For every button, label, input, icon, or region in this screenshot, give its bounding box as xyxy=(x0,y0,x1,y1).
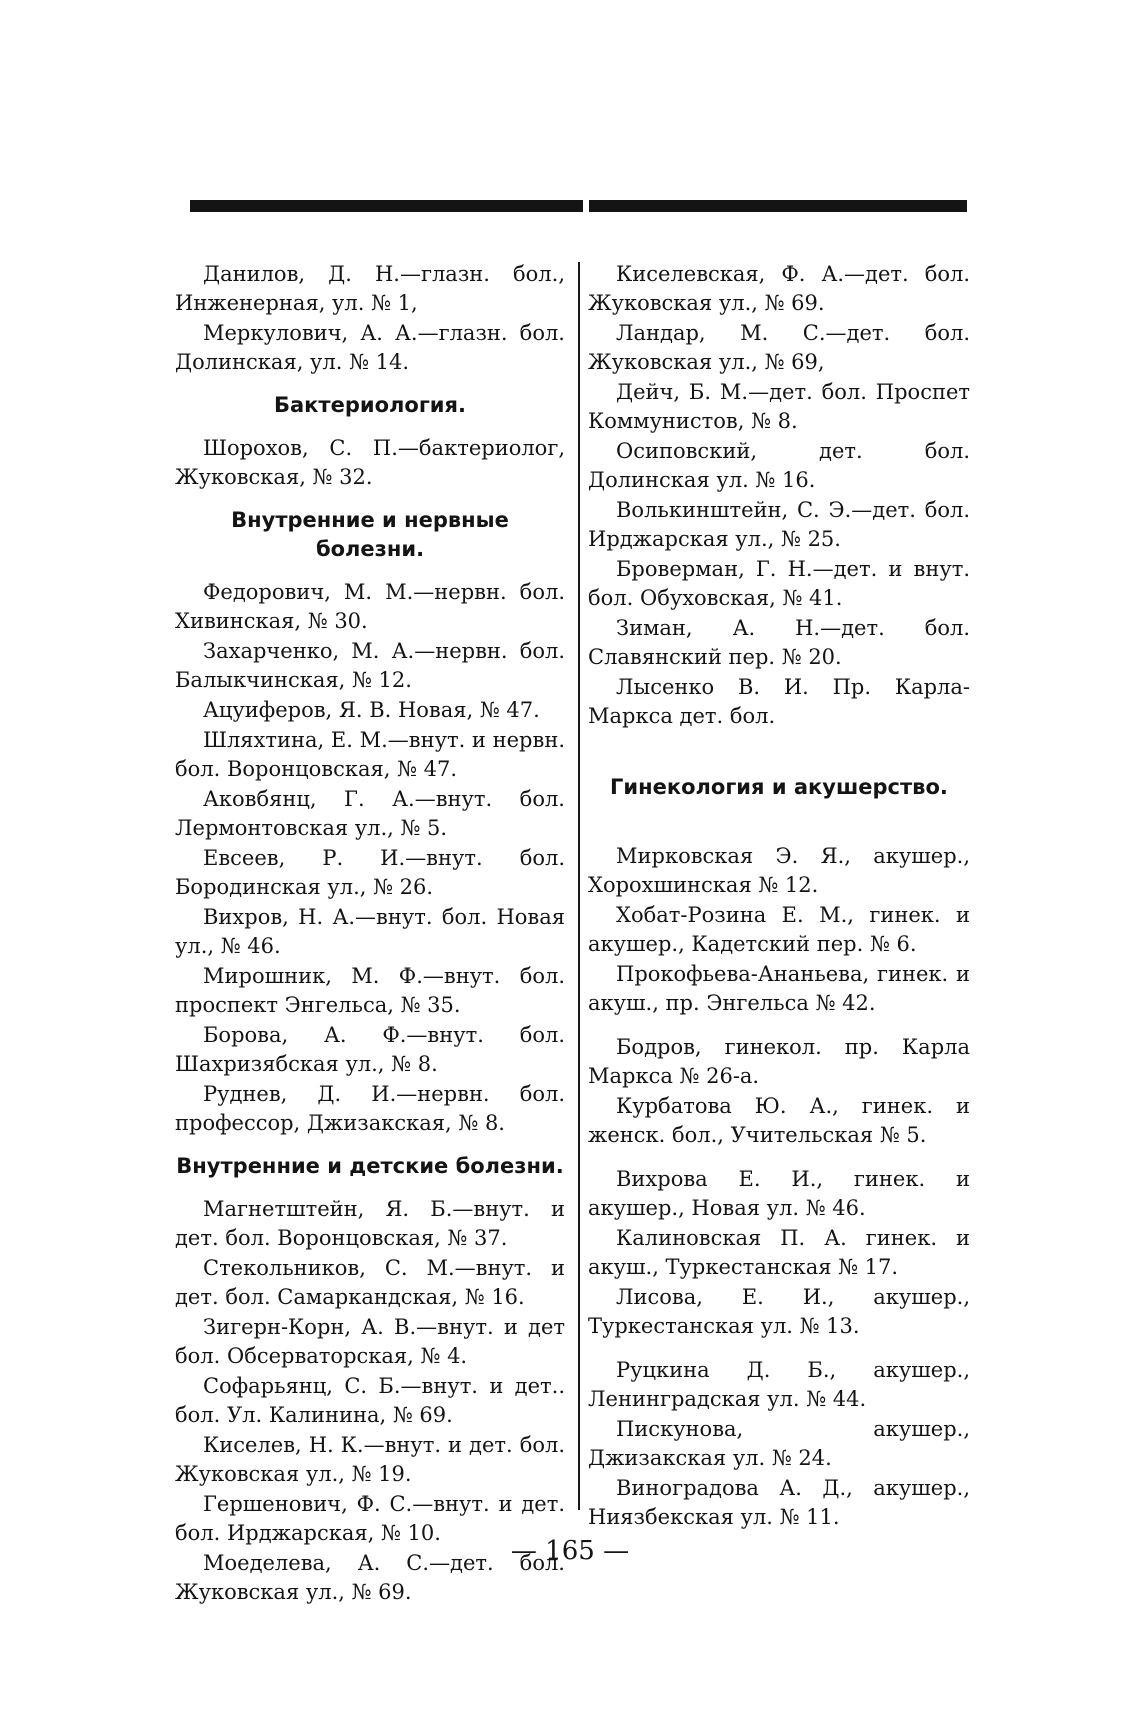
directory-entry: Захарченко, М. А.—нервн. бол. Балыкчинская, № 12. xyxy=(175,639,565,692)
directory-entry: Киселевская, Ф. А.—дет. бол. Жуковская ул., № 69. xyxy=(588,262,970,315)
directory-entry: Шорохов, С. П.—бактериолог, Жуковская, № 32. xyxy=(175,436,565,489)
directory-entry: Дейч, Б. М.—дет. бол. Проспет Коммунистов, № 8. xyxy=(588,380,970,433)
directory-entry: Софарьянц, С. Б.—внут. и дет.. бол. Ул. Калинина, № 69. xyxy=(175,1374,565,1427)
directory-entry: Осиповский, дет. бол. Долинская ул. № 16. xyxy=(588,439,970,492)
directory-entry: Ландар, М. С.—дет. бол. Жуковская ул., № 69, xyxy=(588,321,970,374)
directory-entry: Курбатова Ю. А., гинек. и женск. бол., Учительская № 5. xyxy=(588,1094,970,1147)
page-number: — 165 — xyxy=(510,1536,630,1566)
top-rule-right xyxy=(589,200,967,212)
directory-entry: Броверман, Г. Н.—дет. и внут. бол. Обуховская, № 41. xyxy=(588,557,970,610)
directory-entry: Меркулович, А. А.—глазн. бол. Долинская, ул. № 14. xyxy=(175,321,565,374)
directory-entry: Данилов, Д. Н.—глазн. бол., Инженерная, ул. № 1, xyxy=(175,262,565,315)
directory-entry: Руднев, Д. И.—нервн. бол. профессор, Джизакская, № 8. xyxy=(175,1082,565,1135)
directory-entry: Вихров, Н. А.—внут. бол. Новая ул., № 46. xyxy=(175,905,565,958)
directory-entry: Хобат-Розина Е. М., гинек. и акушер., Кадетский пер. № 6. xyxy=(588,903,970,956)
spacer xyxy=(588,1342,970,1356)
directory-entry: Гершенович, Ф. С.—внут. и дет. бол. Ирджарская, № 10. xyxy=(175,1492,565,1545)
directory-entry: Моеделева, А. С.—дет. бол. Жуковская ул., № 69. xyxy=(175,1551,565,1604)
directory-entry: Волькинштейн, С. Э.—дет. бол. Ирджарская ул., № 25. xyxy=(588,498,970,551)
directory-entry: Прокофьева-Ананьева, гинек. и акуш., пр. Энгельса № 42. xyxy=(588,962,970,1015)
directory-entry: Лисова, Е. И., акушер., Туркестанская ул. № 13. xyxy=(588,1285,970,1338)
section-heading-internal-children: Внутренние и детские болезни. xyxy=(176,1154,564,1178)
section-heading-internal-nervous: Внутренние и нервные болезни. xyxy=(231,508,509,561)
column-divider xyxy=(578,262,580,1510)
left-column xyxy=(175,260,565,1608)
directory-entry: Виноградова А. Д., акушер., Ниязбекская ул. № 11. xyxy=(588,1476,970,1529)
directory-entry: Мирошник, М. Ф.—внут. бол. проспект Энгельса, № 35. xyxy=(175,964,565,1017)
directory-entry: Евсеев, Р. И.—внут. бол. Бородинская ул., № 26. xyxy=(175,846,565,899)
directory-entry: Борова, А. Ф.—внут. бол. Шахризябская ул., № 8. xyxy=(175,1023,565,1076)
spacer xyxy=(588,1151,970,1165)
directory-entry: Лысенко В. И. Пр. Карла-Маркса дет. бол. xyxy=(588,675,970,728)
directory-entry: Зиман, А. Н.—дет. бол. Славянский пер. № 20. xyxy=(588,616,970,669)
directory-entry: Стекольников, С. М.—внут. и дет. бол. Самаркандская, № 16. xyxy=(175,1256,565,1309)
directory-entry: Аковбянц, Г. А.—внут. бол. Лермонтовская ул., № 5. xyxy=(175,787,565,840)
right-column xyxy=(588,260,970,1533)
section-heading-gynecology: Гинекология и акушерство. xyxy=(610,775,948,799)
directory-entry: Бодров, гинекол. пр. Карла Маркса № 26-а. xyxy=(588,1035,970,1088)
directory-entry: Пискунова, акушер., Джизакская ул. № 24. xyxy=(588,1417,970,1470)
directory-entry: Вихрова Е. И., гинек. и акушер., Новая ул. № 46. xyxy=(588,1167,970,1220)
spacer xyxy=(588,1019,970,1033)
directory-entry: Магнетштейн, Я. Б.—внут. и дет. бол. Воронцовская, № 37. xyxy=(175,1197,565,1250)
directory-entry: Калиновская П. А. гинек. и акуш., Туркестанская № 17. xyxy=(588,1226,970,1279)
directory-entry: Ацуиферов, Я. В. Новая, № 47. xyxy=(203,698,540,722)
directory-entry: Шляхтина, Е. М.—внут. и нервн. бол. Воронцовская, № 47. xyxy=(175,728,565,781)
directory-entry: Мирковская Э. Я., акушер., Хорохшинская № 12. xyxy=(588,844,970,897)
directory-entry: Федорович, М. М.—нервн. бол. Хивинская, № 30. xyxy=(175,580,565,633)
top-rule-left xyxy=(190,200,583,212)
directory-entry: Зигерн-Корн, А. В.—внут. и дет бол. Обсерваторская, № 4. xyxy=(175,1315,565,1368)
directory-entry: Киселев, Н. К.—внут. и дет. бол. Жуковская ул., № 19. xyxy=(175,1433,565,1486)
directory-entry: Руцкина Д. Б., акушер., Ленинградская ул. № 44. xyxy=(588,1358,970,1411)
section-heading-bacteriology: Бактериология. xyxy=(274,393,466,417)
